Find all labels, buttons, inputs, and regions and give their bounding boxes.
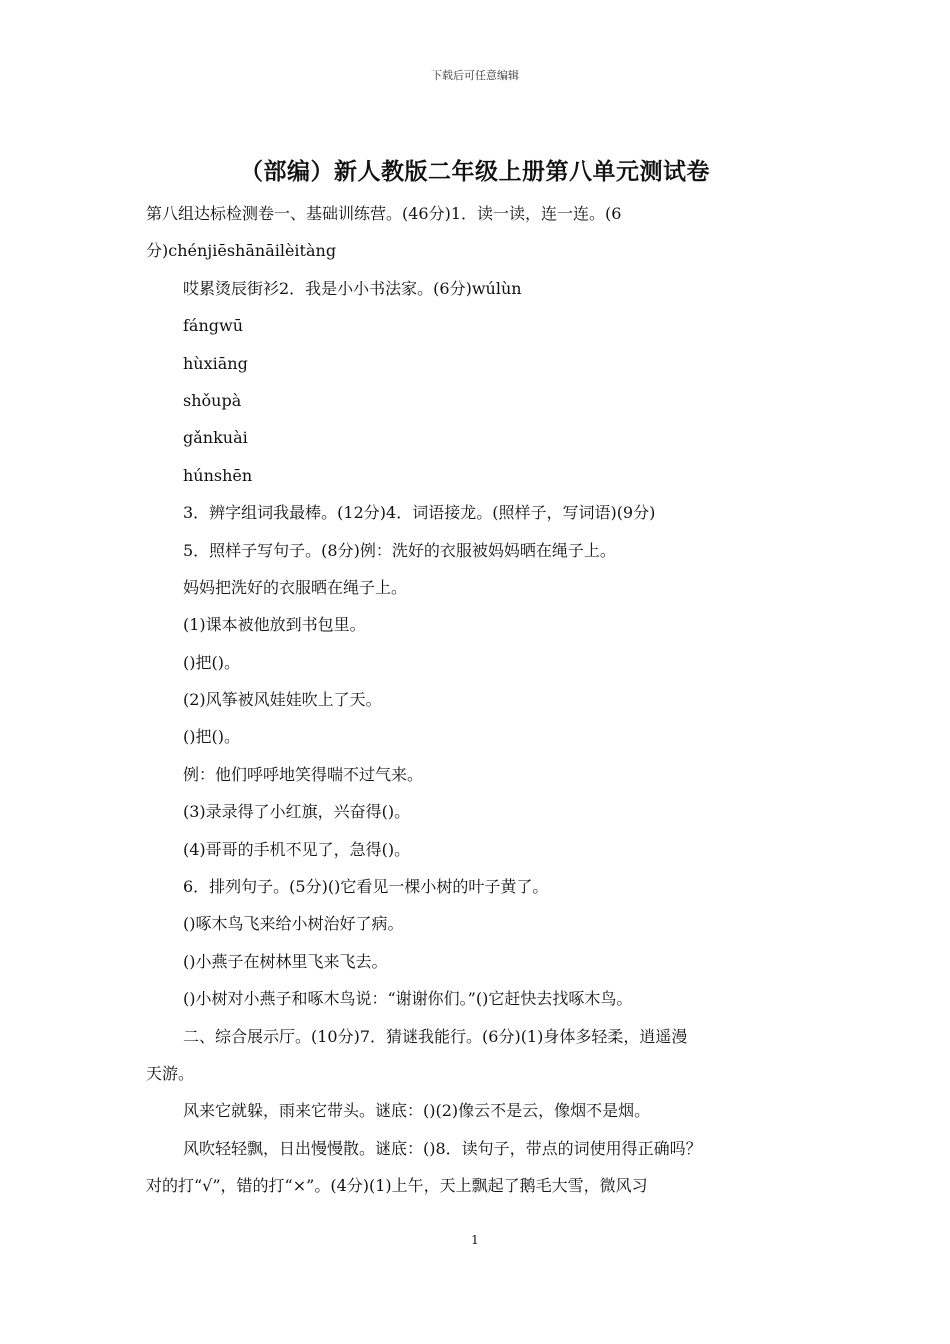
text-line: 妈妈把洗好的衣服晒在绳子上。: [183, 577, 408, 597]
text-line: (1)课本被他放到书包里。: [183, 615, 366, 635]
text-line: (3)录录得了小红旗，兴奋得()。: [183, 802, 411, 822]
text-line: 天游。: [146, 1063, 195, 1083]
text-line: 对的打“√”，错的打“×”。(4分)(1)上午，天上飘起了鹅毛大雪，微风习: [146, 1176, 648, 1196]
pinyin-line: hùxiāng: [183, 353, 248, 373]
pinyin-line: gǎnkuài: [183, 428, 248, 448]
document-body: [146, 195, 810, 1205]
pinyin-line: shǒupà: [183, 390, 242, 410]
document-title: （部编）新人教版二年级上册第八单元测试卷: [240, 159, 710, 185]
text-line: ()把()。: [183, 652, 240, 672]
text-line: 6．排列句子。(5分)()它看见一棵小树的叶子黄了。: [183, 877, 549, 897]
text-line: ()把()。: [183, 727, 240, 747]
text-line: ()小树对小燕子和啄木鸟说：“谢谢你们。”()它赶快去找啄木鸟。: [183, 989, 633, 1009]
text-line: 分)chénjiēshānāilèitàng: [146, 241, 337, 261]
text-line: 风来它就躲，雨来它带头。谜底：()(2)像云不是云，像烟不是烟。: [183, 1101, 651, 1121]
text-line: ()小燕子在树林里飞来飞去。: [183, 951, 388, 971]
page-number: 1: [471, 1233, 479, 1247]
text-line: 风吹轻轻飘，日出慢慢散。谜底：()8．读句子，带点的词使用得正确吗？: [183, 1138, 702, 1158]
header-note: 下载后可任意编辑: [431, 69, 519, 82]
text-line: 第八组达标检测卷一、基础训练营。(46分)1．读一读，连一连。(6: [146, 204, 622, 223]
text-line: ()啄木鸟飞来给小树治好了病。: [183, 914, 404, 934]
pinyin-line: fángwū: [183, 316, 244, 336]
pinyin-line: húnshēn: [183, 465, 253, 485]
text-line: 3．辨字组词我最棒。(12分)4．词语接龙。(照样子，写词语)(9分): [183, 503, 656, 523]
text-line: 哎累烫辰街衫2．我是小小书法家。(6分)wúlùn: [183, 278, 522, 298]
text-line: (2)风筝被风娃娃吹上了天。: [183, 690, 382, 710]
text-line: 例：他们呼呼地笑得喘不过气来。: [183, 764, 424, 784]
text-line: 5．照样子写句子。(8分)例：洗好的衣服被妈妈晒在绳子上。: [183, 540, 616, 560]
text-line: (4)哥哥的手机不见了，急得()。: [183, 839, 411, 859]
text-line: 二、综合展示厅。(10分)7．猜谜我能行。(6分)(1)身体多轻柔，逍遥漫: [183, 1026, 688, 1046]
